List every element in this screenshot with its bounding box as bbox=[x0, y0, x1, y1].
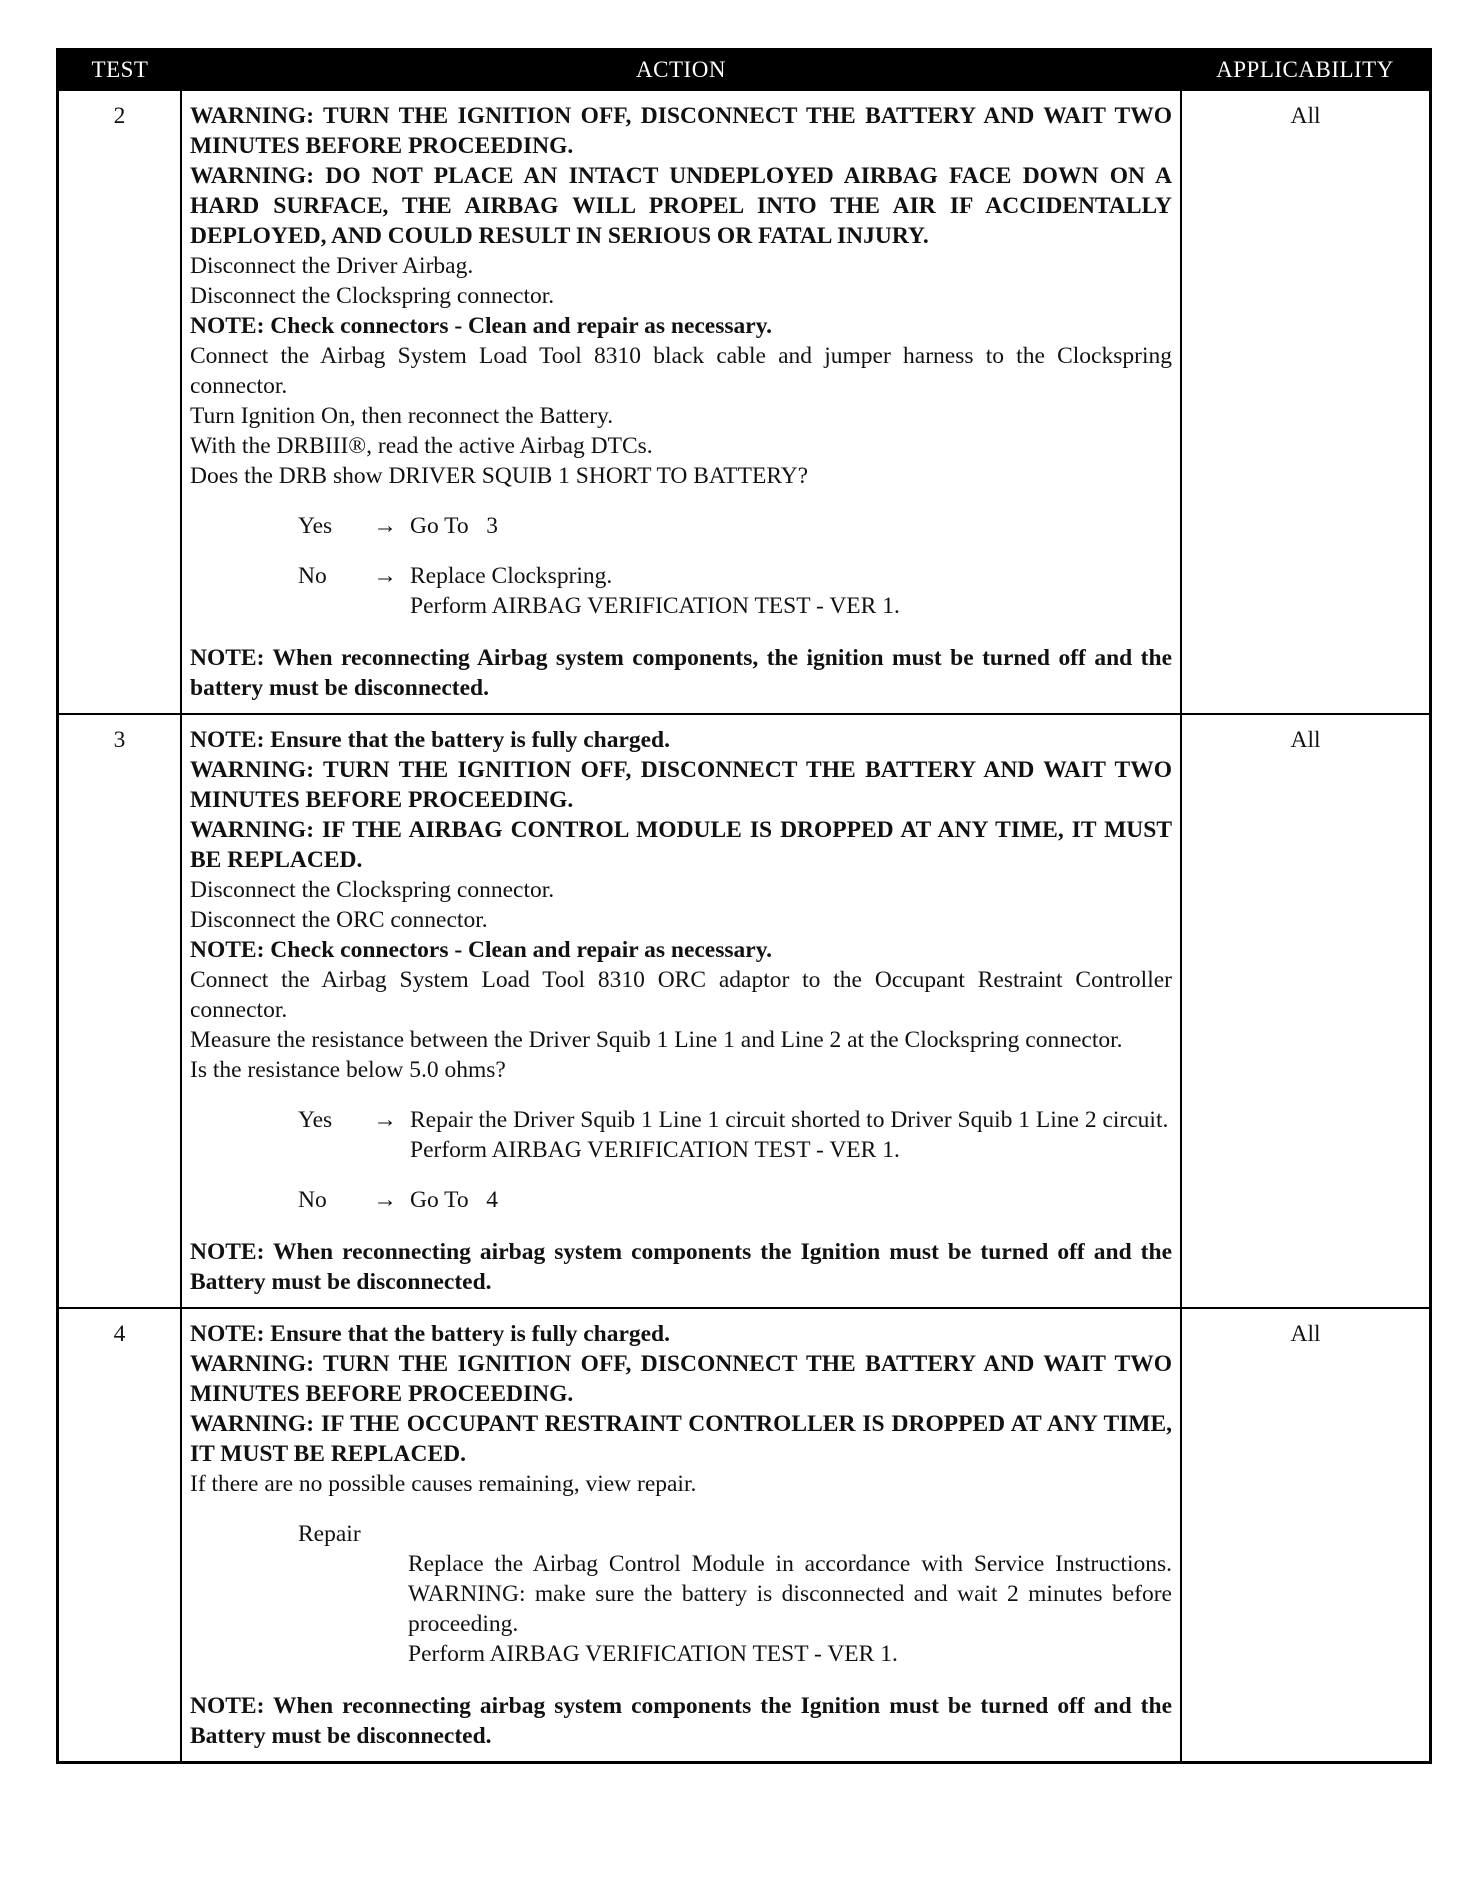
action-line: Connect the Airbag System Load Tool 8310 ORC adaptor to the Occupant Restraint Controller connector. bbox=[190, 967, 1172, 1023]
action-line: WARNING: IF THE OCCUPANT RESTRAINT CONTROLLER IS DROPPED AT ANY TIME, IT MUST BE REPLACED. bbox=[190, 1411, 1172, 1467]
action-line: NOTE: Ensure that the battery is fully charged. bbox=[190, 727, 671, 753]
result-line: Go To 4 bbox=[410, 1187, 499, 1213]
no-branch bbox=[190, 1185, 1172, 1215]
test-number: 2 bbox=[59, 90, 181, 714]
action-line: If there are no possible causes remaining, view repair. bbox=[190, 1471, 697, 1497]
action-line: Disconnect the Clockspring connector. bbox=[190, 877, 555, 903]
action-line: Disconnect the Driver Airbag. bbox=[190, 253, 474, 279]
table-row-test-2 bbox=[59, 90, 1429, 714]
no-label: No bbox=[298, 1187, 327, 1213]
action-line: With the DRBIII®, read the active Airbag DTCs. bbox=[190, 433, 653, 459]
action-line: Turn Ignition On, then reconnect the Battery. bbox=[190, 403, 614, 429]
repair-label: Repair bbox=[298, 1521, 361, 1547]
result-line: Repair the Driver Squib 1 Line 1 circuit shorted to Driver Squib 1 Line 2 circuit. bbox=[410, 1107, 1169, 1133]
action-line: WARNING: DO NOT PLACE AN INTACT UNDEPLOYED AIRBAG FACE DOWN ON A HARD SURFACE, THE AIRBAG WILL PROPEL INTO THE AIR IF ACCIDENTALLY DEPLOYED, AND COULD RESULT IN SERIOUS OR FATAL INJURY. bbox=[190, 163, 1172, 249]
yes-branch bbox=[190, 1105, 1172, 1165]
action-line: Does the DRB show DRIVER SQUIB 1 SHORT TO BATTERY? bbox=[190, 463, 809, 489]
action-line: Disconnect the Clockspring connector. bbox=[190, 283, 555, 309]
action-line: NOTE: Ensure that the battery is fully charged. bbox=[190, 1321, 671, 1347]
test-number: 3 bbox=[59, 714, 181, 1308]
yes-label: Yes bbox=[298, 513, 333, 539]
table-row-test-4 bbox=[59, 1308, 1429, 1761]
result-line: Perform AIRBAG VERIFICATION TEST - VER 1. bbox=[410, 593, 900, 619]
test-number: 4 bbox=[59, 1308, 181, 1761]
arrow-icon: → bbox=[373, 1107, 397, 1133]
action-line: Disconnect the ORC connector. bbox=[190, 907, 488, 933]
applicability: All bbox=[1181, 1308, 1429, 1761]
arrow-icon: → bbox=[373, 1187, 397, 1213]
result-line: Perform AIRBAG VERIFICATION TEST - VER 1. bbox=[410, 1137, 900, 1163]
header-applicability: APPLICABILITY bbox=[1181, 51, 1429, 90]
yes-result bbox=[410, 511, 1172, 541]
repair-line: Perform AIRBAG VERIFICATION TEST - VER 1. bbox=[408, 1641, 898, 1667]
result-line: Go To 3 bbox=[410, 513, 499, 539]
reconnect-note: NOTE: When reconnecting Airbag system components, the ignition must be turned off and the battery must be disconnected. bbox=[190, 645, 1172, 701]
action-line: Connect the Airbag System Load Tool 8310 black cable and jumper harness to the Clockspring connector. bbox=[190, 343, 1172, 399]
action-line: WARNING: IF THE AIRBAG CONTROL MODULE IS DROPPED AT ANY TIME, IT MUST BE REPLACED. bbox=[190, 817, 1172, 873]
no-label: No bbox=[298, 563, 327, 589]
no-branch bbox=[190, 561, 1172, 621]
action-cell bbox=[181, 714, 1181, 1308]
action-line: Is the resistance below 5.0 ohms? bbox=[190, 1057, 506, 1083]
action-cell bbox=[181, 1308, 1181, 1761]
arrow-icon: → bbox=[373, 563, 397, 589]
reconnect-note: NOTE: When reconnecting airbag system components the Ignition must be turned off and the Battery must be disconnected. bbox=[190, 1693, 1172, 1749]
table-row-test-3 bbox=[59, 714, 1429, 1308]
no-result bbox=[410, 561, 1172, 621]
reconnect-note: NOTE: When reconnecting airbag system components the Ignition must be turned off and the Battery must be disconnected. bbox=[190, 1239, 1172, 1295]
yes-result bbox=[410, 1105, 1172, 1165]
test-table bbox=[59, 51, 1429, 1761]
applicability: All bbox=[1181, 714, 1429, 1308]
repair-line: Replace the Airbag Control Module in accordance with Service Instructions. WARNING: make sure the battery is disconnected and wait 2 minutes before proceeding. bbox=[408, 1551, 1172, 1637]
action-line: NOTE: Check connectors - Clean and repair as necessary. bbox=[190, 313, 773, 339]
no-result bbox=[410, 1185, 1172, 1215]
repair-block bbox=[190, 1519, 1172, 1669]
action-cell bbox=[181, 90, 1181, 714]
result-line: Replace Clockspring. bbox=[410, 563, 613, 589]
applicability: All bbox=[1181, 90, 1429, 714]
header-test: TEST bbox=[59, 51, 181, 90]
action-line: NOTE: Check connectors - Clean and repair as necessary. bbox=[190, 937, 773, 963]
action-line: Measure the resistance between the Driver Squib 1 Line 1 and Line 2 at the Clockspring connector. bbox=[190, 1027, 1123, 1053]
yes-label: Yes bbox=[298, 1107, 333, 1133]
table-header-row bbox=[59, 51, 1429, 90]
header-action: ACTION bbox=[181, 51, 1181, 90]
arrow-icon: → bbox=[373, 513, 397, 539]
diagnostic-test-table bbox=[56, 48, 1432, 1764]
action-line: WARNING: TURN THE IGNITION OFF, DISCONNECT THE BATTERY AND WAIT TWO MINUTES BEFORE PROCEEDING. bbox=[190, 1351, 1172, 1407]
action-line: WARNING: TURN THE IGNITION OFF, DISCONNECT THE BATTERY AND WAIT TWO MINUTES BEFORE PROCEEDING. bbox=[190, 103, 1172, 159]
action-line: WARNING: TURN THE IGNITION OFF, DISCONNECT THE BATTERY AND WAIT TWO MINUTES BEFORE PROCEEDING. bbox=[190, 757, 1172, 813]
yes-branch bbox=[190, 511, 1172, 541]
